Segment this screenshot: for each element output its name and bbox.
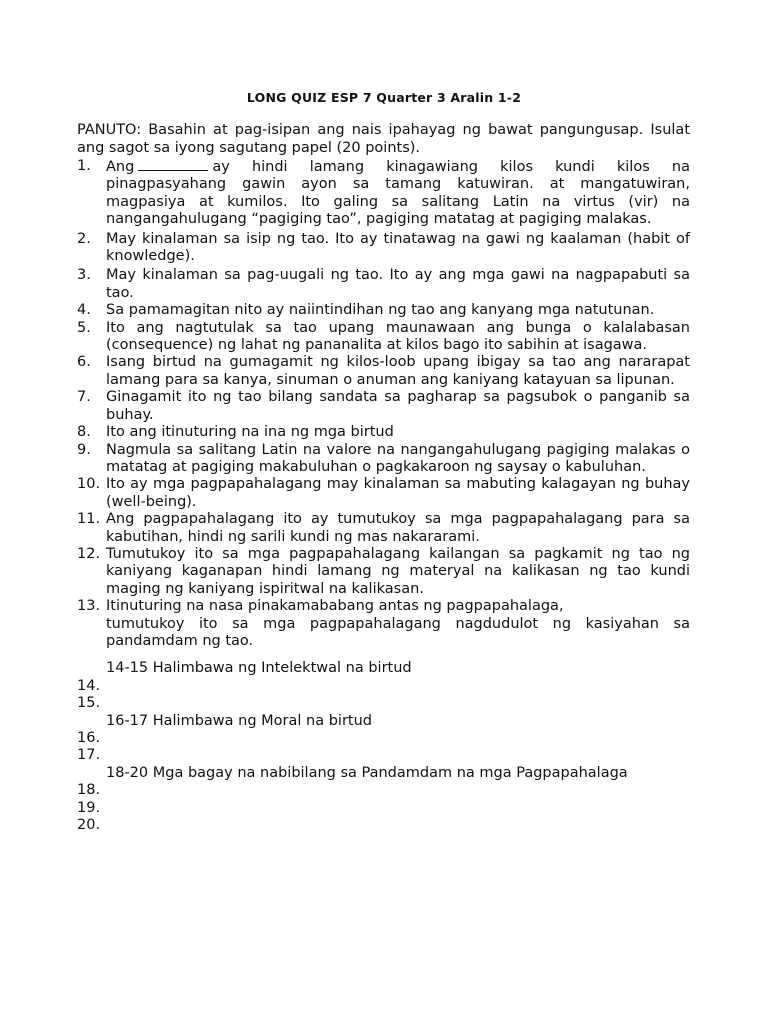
- question-text-post: ay hindi lamang kinagawiang kilos kundi kilos na pinagpasyahang gawin ayon sa tamang katuwiran. at mangatuwiran, magpasiya at kumilos. Ito galing sa salitang Latin na virtus (vir) na nangangahulugang “pagiging tao”, pagiging matatag at pagiging malakas.: [106, 159, 690, 228]
- answer-line: 19.: [77, 799, 101, 816]
- answer-line: 15.: [77, 695, 101, 712]
- question-text: Isang birtud na gumagamit ng kilos-loob upang ibigay sa tao ang nararapat lamang para sa kanya, sinuman o anuman ang kaniyang katayuan sa lipunan.: [106, 354, 690, 388]
- answer-line: 17.: [77, 747, 101, 764]
- question-item: [77, 158, 690, 231]
- question-number: 12.: [77, 545, 101, 562]
- question-text: Ginagamit ito ng tao bilang sandata sa pagharap sa pagsubok o panganib sa buhay.: [106, 389, 690, 423]
- question-item: [77, 267, 690, 302]
- question-text: Ito ay mga pagpapahalagang may kinalaman sa mabuting kalagayan ng buhay (well-being).: [106, 476, 690, 510]
- question-number: 6.: [77, 354, 91, 371]
- question-number: 7.: [77, 389, 91, 406]
- question-text: Itinuturing na nasa pinakamababang antas ng pagpapahalaga,: [106, 598, 564, 615]
- question-item: [77, 354, 690, 389]
- question-item: [77, 476, 690, 511]
- section-title: 18-20 Mga bagay na nabibilang sa Pandamdam na mga Pagpapahalaga: [106, 764, 628, 781]
- section-title: 14-15 Halimbawa ng Intelektwal na birtud: [106, 660, 412, 677]
- question-text: Ito ang itinuturing na ina ng mga birtud: [106, 424, 394, 441]
- question-item: [77, 598, 690, 650]
- question-number: 2.: [77, 230, 91, 247]
- question-item: [77, 389, 690, 424]
- answer-line: 16.: [77, 729, 101, 746]
- question-text: Ito ang nagtutulak sa tao upang maunawaan ang bunga o kalalabasan (consequence) ng lahat ng pananalita at kilos bago ito sabihin at isagawa.: [106, 319, 690, 354]
- question-text: Sa pamamagitan nito ay naiintindihan ng tao ang kanyang mga natutunan.: [106, 302, 655, 319]
- question-number: 10.: [77, 476, 101, 493]
- answer-blank: [138, 158, 208, 171]
- question-text: Tumutukoy ito sa mga pagpapahalagang kailangan sa pagkamit ng tao ng kaniyang kaganapan hindi lamang ng materyal na kalikasan ng tao kundi maging ng kaniyang ispiritwal na kalikasan.: [106, 545, 690, 597]
- answer-line: 18.: [77, 782, 101, 799]
- question-text: May kinalaman sa pag-uugali ng tao. Ito ay ang mga gawi na nagpapabuti sa tao.: [106, 267, 690, 301]
- question-list: [77, 158, 690, 834]
- question-text-pre: Ang: [106, 159, 135, 175]
- question-text: Ang pagpapahalagang ito ay tumutukoy sa mga pagpapahalagang para sa kabutihan, hindi ng sarili kundi ng mas nakararami.: [106, 511, 690, 545]
- question-text: Nagmula sa salitang Latin na valore na nangangahulugang pagiging malakas o matatag at pagiging makabuluhan o pagkakaroon ng saysay o kabuluhan.: [106, 441, 690, 475]
- answer-line: 20.: [77, 816, 101, 833]
- question-number: 8.: [77, 424, 91, 441]
- question-item: [77, 442, 690, 477]
- question-number: 11.: [77, 511, 101, 528]
- question-number: 1.: [77, 158, 91, 174]
- question-number: 4.: [77, 302, 91, 319]
- answer-line: 14.: [77, 677, 101, 694]
- question-item: [77, 546, 690, 598]
- section-title: 16-17 Halimbawa ng Moral na birtud: [106, 712, 372, 729]
- question-text: May kinalaman sa isip ng tao. Ito ay tinatawag na gawi ng kaalaman (habit of knowledge).: [106, 230, 690, 265]
- question-number: 5.: [77, 319, 91, 336]
- instructions: PANUTO: Basahin at pag-isipan ang nais ipahayag ng bawat pangungusap. Isulat ang sagot sa iyong sagutang papel (20 points).: [77, 122, 690, 156]
- question-item: [77, 320, 690, 355]
- question-item: [77, 424, 690, 441]
- question-item: [77, 302, 690, 319]
- question-item: [77, 511, 690, 546]
- question-text-continued: tumutukoy ito sa mga pagpapahalagang nagdudulot ng kasiyahan sa pandamdam ng tao.: [106, 615, 690, 649]
- question-item: [77, 231, 690, 268]
- quiz-title: LONG QUIZ ESP 7 Quarter 3 Aralin 1-2: [246, 90, 522, 105]
- question-number: 3.: [77, 267, 91, 284]
- question-number: 9.: [77, 441, 91, 458]
- question-number: 13.: [77, 598, 101, 615]
